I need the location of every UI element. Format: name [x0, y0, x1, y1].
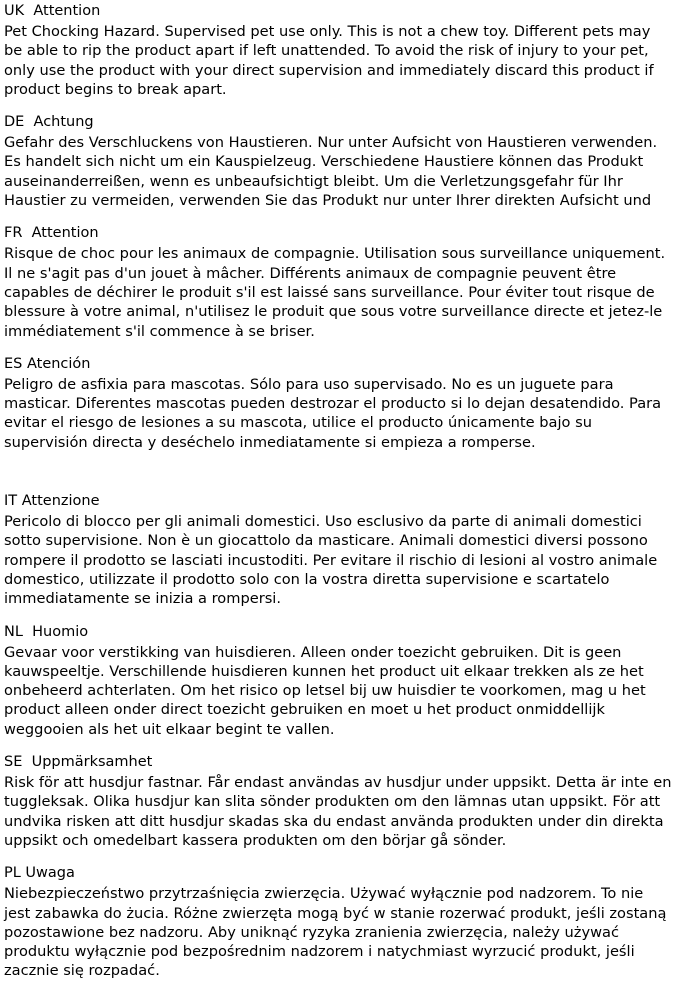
section-body-nl: Gevaar voor verstikking van huisdieren. Alleen onder toezicht gebruiken. Dit is geen kauwspeeltje. Verschillende huisdieren kunnen het product uit elkaar trekken als ze het onbeheerd achterlaten. Om het risico op letsel bij uw huisdier te voorkomen, mag u het product alleen onder direct toezicht gebruiken en moet u het product onmiddellijk weggooien als het uit elkaar begint te vallen.: [4, 643, 646, 738]
section-body-pl: Niebezpieczeństwo przytrzaśnięcia zwierzęcia. Używać wyłącznie pod nadzorem. To nie jest zabawka do żucia. Różne zwierzęta mogą być w stanie rozerwać produkt, jeśli zostaną pozostawione bez nadzoru. Aby uniknąć ryzyka zranienia zwierzęcia, należy używać produktu wyłącznie pod bezpośrednim nadzorem i natychmiast wyrzucić produkt, jeśli zacznie się rozpadać.: [4, 885, 667, 980]
warning-section-fr: [4, 224, 673, 340]
section-heading-uk: UK Attention: [4, 3, 101, 19]
section-heading-it: IT Attenzione: [4, 493, 100, 510]
section-body-fr: Risque de choc pour les animaux de compagnie. Utilisation sous surveillance uniquement. Il ne s'agit pas d'un jouet à mâcher. Différents animaux de compagnie peuvent être capables de déchirer le produit s'il est laissé sans surveillance. Pour éviter tout risque de blessure à votre animal, n'utilisez le produit que sous votre surveillance directe et jetez-le immédiatement s'il commence à se briser.: [4, 245, 666, 340]
section-body-de: Gefahr des Verschluckens von Haustieren. Nur unter Aufsicht von Haustieren verwenden. Es handelt sich nicht um ein Kauspielzeug. Verschiedene Haustiere können das Produkt auseinanderreißen, wenn es unbeaufsichtigt bleibt. Um die Verletzungsgefahr für Ihr Haustier zu vermeiden, verwenden Sie das Produkt nur unter Ihrer direkten Aufsicht und: [4, 134, 658, 210]
warning-section-es: [4, 355, 673, 452]
section-heading-se: SE Uppmärksamhet: [4, 754, 153, 771]
warning-section-de: [4, 113, 673, 210]
section-body-it: Pericolo di blocco per gli animali domestici. Uso esclusivo da parte di animali domestici sotto supervisione. Non è un giocattolo da masticare. Animali domestici diversi possono rompere il prodotto se lasciati incustoditi. Per evitare il rischio di lesioni al vostro animale domestico, utilizzate il prodotto solo con la vostra diretta supervisione e scartatelo immediatamente se inizia a rompersi.: [4, 513, 658, 608]
section-body-uk: Pet Chocking Hazard. Supervised pet use only. This is not a chew toy. Different pets may be able to rip the product apart if left unattended. To avoid the risk of injury to your pet, only use the product with your direct supervision and immediately discard this product if product begins to break apart.: [4, 23, 654, 98]
section-body-es: Peligro de asfixia para mascotas. Sólo para uso supervisado. No es un juguete para masticar. Diferentes mascotas pueden destrozar el producto si lo dejan desatendido. Para evitar el riesgo de lesiones a su mascota, utilice el producto únicamente bajo su supervisión directa y deséchelo inmediatamente si empieza a romperse.: [4, 375, 662, 451]
section-heading-nl: NL Huomio: [4, 623, 89, 640]
section-body-se: Risk för att husdjur fastnar. Får endast användas av husdjur under uppsikt. Detta är inte en tuggleksak. Olika husdjur kan slita sönder produkten om den lämnas utan uppsikt. För att undvika risken att ditt husdjur skadas ska du endast använda produkten under din direkta uppsikt och omedelbart kassera produkten om den börjar gå sönder.: [4, 774, 672, 849]
section-heading-es: ES Atención: [4, 355, 91, 372]
warning-section-it: [4, 492, 673, 608]
section-heading-pl: PL Uwaga: [4, 865, 75, 882]
warning-section-uk: [4, 2, 673, 99]
section-heading-de: DE Achtung: [4, 114, 94, 131]
section-heading-fr: FR Attention: [4, 225, 99, 242]
warning-section-nl: [4, 623, 673, 739]
warning-section-se: [4, 753, 673, 850]
warning-section-pl: [4, 864, 673, 980]
